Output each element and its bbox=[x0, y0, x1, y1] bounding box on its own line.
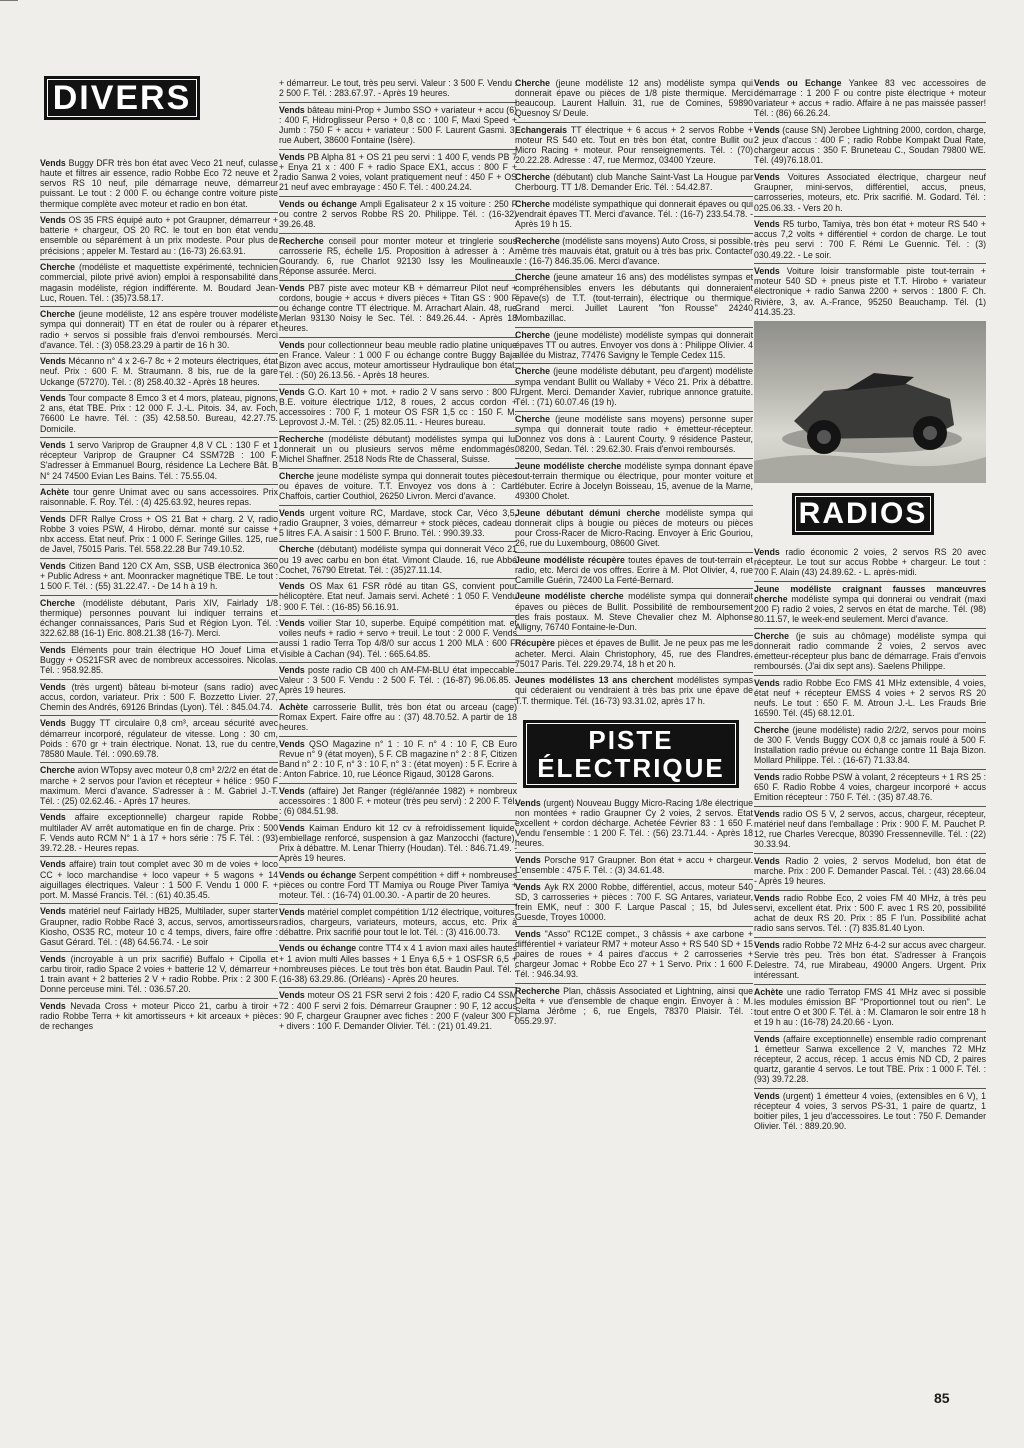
ad-text: (jeune amateur 16 ans) des modélistes sympas et compréhensibles envers les débutants qui donneraient épave(s) de T.T. (tout-terrain), électrique ou thermique. Grand merci. Juillet Laurent "fon Rousse" 24240 Mombazillac. bbox=[515, 272, 753, 324]
classified-ad bbox=[515, 926, 753, 980]
ad-text: conseil pour monter moteur et tringlerie sous carrosserie R5, échelle 1/5. Proposition à adresser à : A. Gourandy. 6, rue Charlot 92130 Issy les Moulineaux. Réponse assurée. Merci. bbox=[279, 235, 517, 277]
classified-ad bbox=[40, 903, 278, 947]
ad-lead: Vends bbox=[40, 953, 71, 964]
ad-lead: Vends bbox=[40, 718, 71, 729]
ad-text: Buggy DFR très bon état avec Veco 21 neuf, culasse haute et filtres air essence, radio Robbe Eco 72 neuve et 2 servos RS 10 neuf, pile démarrage neuve, démarreur puissant. Le tout : 2 000 F. ou échange contre voiture piste thermique complète avec moteur et radio en bon état. bbox=[40, 158, 278, 209]
ad-text: modéliste sympa qui donnerait épaves ou pièces de Bullit. Possibilité de remboursement des frais postaux. M. Steve Chevalier chez M. Alphonse Alligny, 76740 Fontaine-le-Dun. bbox=[515, 591, 753, 632]
classified-ad bbox=[754, 984, 986, 1028]
classified-ad bbox=[40, 353, 278, 386]
column-3 bbox=[515, 76, 753, 1030]
ad-text: PB7 piste avec moteur KB + démarreur Pilot neuf + cordons, bougie + accus + divers pièces + Titan GS : 900 F ou échange contre TT électrique. M. Arrachart Alain. 48, rue Merlan 93130 Noisy le Sec. Tél. : 849.26.44. - Après 18 heures. bbox=[279, 282, 517, 334]
ad-text: Voitures Associated électrique, chargeur neuf Graupner, mini-servos, différentiel, accus, pneus, carrosseries, moteurs, etc. Prix sacrifié. M. Godard. Tél. : 025.06.33. - Vers 20 h. bbox=[754, 172, 986, 213]
ad-lead: Vends bbox=[279, 581, 310, 592]
section-title-piste-electrique bbox=[523, 720, 739, 788]
ad-lead: Vends bbox=[40, 1000, 71, 1011]
classified-ad bbox=[40, 558, 278, 591]
ad-lead: Vends bbox=[754, 219, 783, 230]
classified-ad bbox=[40, 390, 278, 434]
classified-ad bbox=[279, 699, 517, 732]
ad-lead: Vends bbox=[279, 906, 308, 917]
ad-text: Eléments pour train électrique HO Jouef Lima et Buggy + OS21FSR avec de nombreux accessoires. Nicolas. Tél. : 958.92.85. bbox=[40, 644, 278, 676]
classified-ad bbox=[279, 662, 517, 695]
ad-lead: Vends bbox=[279, 785, 309, 796]
classified-ad bbox=[40, 595, 278, 639]
section-title-line: PISTE bbox=[588, 724, 674, 755]
classified-ad bbox=[515, 588, 753, 632]
classified-ad bbox=[754, 890, 986, 934]
classified-ad bbox=[40, 259, 278, 303]
ad-lead: Vends bbox=[40, 644, 72, 655]
classified-ad bbox=[515, 458, 753, 502]
classified-ad bbox=[515, 672, 753, 705]
classified-ad bbox=[515, 505, 753, 549]
ad-lead: Vends bbox=[279, 665, 309, 676]
classified-ad bbox=[279, 337, 517, 381]
classified-ad bbox=[515, 796, 753, 849]
classified-ad bbox=[40, 212, 278, 256]
ad-text: (urgent) Nouveau Buggy Micro-Racing 1/8e électrique non montées + radio Graupner Cy 2 voies, 2 servos. Etat excellent + cordon décharge. Achetée Février 83 : 1 650 F. Vendu l'ensemble : 1 200 F. Tél. : (56) 23.71.44. - Après 18 heures. bbox=[515, 797, 753, 849]
ad-lead: Vends bbox=[40, 513, 70, 524]
ad-lead: Cherche bbox=[515, 198, 553, 209]
ad-text: Radio 2 voies, 2 servos Modelud, bon état de marche. Prix : 200 F. Demander Pascal. Tél. : (43) 28.66.04 - Après 19 heures. bbox=[754, 855, 986, 886]
classified-ad bbox=[754, 122, 986, 166]
classified-ad bbox=[515, 169, 753, 192]
classified-ad bbox=[40, 511, 278, 555]
ad-text: Mécanno n° 4 x 2-6-7 8c + 2 moteurs électriques, état neuf. Prix : 600 F. M. Straumann. 8 bis, rue de la gare Uckange (57270). Tél. : (8) 258.40.32 - Après 18 heures. bbox=[40, 356, 278, 387]
ad-text: (jeune modéliste) radio 2/2/2, servos pour moins de 300 F. Vends Buggy COX 0,8 cc jamais roulé à 500 F. Installation radio prévue ou échange contre 11 Baja Bizon. Mollard Philippe. Tél. : (16-67) 71.33.84. bbox=[754, 724, 986, 766]
ad-text: "Asso" RC12E compet., 3 châssis + axe carbone + différentiel + variateur RM7 + moteur Asso + RS 540 SD + 15 paires de roues + 4 paires d'accus + 2 carrosseries + chargeur Jomac + Robbe Eco 27 + 1 Servo. Prix : 1 600 F. Tél. : 946.34.93. bbox=[515, 928, 753, 980]
classified-ad bbox=[279, 76, 517, 98]
ad-lead: Vends bbox=[40, 356, 69, 367]
ad-lead: Cherche bbox=[754, 630, 796, 641]
classified-ad bbox=[754, 545, 986, 577]
classified-ad bbox=[279, 820, 517, 864]
ad-lead: Vends bbox=[40, 859, 70, 870]
ad-text: Kaiman Enduro kit 12 cv à refroidissement liquide, embiellage renforcé, suspension à gaz Manzocchi (facture). Prix à débattre. M. Lenar Thierry (Houdan). Tél. : 846.71.49. - Après 19 heures. bbox=[279, 822, 517, 864]
ads-list bbox=[279, 76, 517, 1031]
classified-ad bbox=[279, 280, 517, 334]
classified-ad bbox=[40, 809, 278, 853]
ad-text: (urgent) 1 émetteur 4 voies, (extensibles en 6 V), 1 récepteur 4 voies, 3 servos PS-31, 1 paire de quartz, 1 boitier piles, 1 jeu d'accessoires. Le tout : 750 F. Demander Olivier. Tél. : 889.20.90. bbox=[754, 1090, 986, 1132]
classified-ad bbox=[754, 806, 986, 850]
ad-text: moteur OS 21 FSR servi 2 fois : 420 F, radio C4 SSM 72 : 400 F servi 2 fois. Démarreur Graupner : 90 F, 12 accus : 90 F, chargeur Graupner avec fiches : 200 F (valeur 300 F) + divers : 100 F. Demander Olivier. Tél. : (21) 01.49.21. bbox=[279, 990, 517, 1031]
classified-ad bbox=[279, 867, 517, 900]
ad-lead: Vends bbox=[515, 854, 545, 865]
ad-text: Ayk RX 2000 Robbe, différentiel, accus, moteur 540 SD, 3 carrosseries + pièces : 700 F. SG Antares, variateur, frein EMK, neuf : 300 F. Larque Pascal ; 15, bd Jules Guesde, Troyes 10000. bbox=[515, 881, 753, 923]
ad-lead: Vends bbox=[754, 808, 783, 819]
classified-ad bbox=[754, 1088, 986, 1132]
ad-text: (jeune modéliste, 12 ans espère trouver modéliste sympa qui donnerait) TT en état de rouler ou à réparer et radio + servos si possible frais d'envoi remboursés. Merci d'avance. Tél. : (3) 058.23.29 à partir de 16 h 30. bbox=[40, 309, 278, 350]
classified-ad bbox=[754, 76, 986, 119]
ad-lead: Vends ou échange bbox=[279, 198, 360, 209]
classified-ad bbox=[515, 196, 753, 229]
classified-ad bbox=[279, 102, 517, 146]
ad-lead: Vends bbox=[279, 386, 309, 397]
column-4 bbox=[754, 76, 986, 1135]
ad-text: DFR Rallye Cross + OS 21 Bat + charg. 2 V, radio Robbe 3 voies PSW, 4 Hirobo, démar. monté sur caisse + nbx access. Etat neuf. Prix : 1 000 F. Seringe Gilles. 125, rue de Javel, 75015 Paris. Tél. 558.22.28 Bur 749.10.52. bbox=[40, 513, 278, 555]
ad-lead: Vends bbox=[40, 906, 69, 917]
classified-ad bbox=[515, 122, 753, 166]
classified-ad bbox=[40, 484, 278, 507]
column-1 bbox=[40, 76, 278, 1034]
ad-text: contre TT4 x 4 1 avion maxi ailes hautes + 1 avion multi Ailes basses + 1 Enya 6,5 + 1 OSFSR 6,5 + nombreuses pièces. Le tout très bon état. Baudin Paul. Tél. : (16-38) 63.29.86. (Orléans) - Après 20 heures. bbox=[279, 943, 517, 984]
ad-text: Buggy TT circulaire 0,8 cm³, arceau sécurité avec démarreur incorporé, régulateur de vitesse. Long : 30 cm, Poids : 670 gr + train électrique. Nonat. 13, rue du centre, 78580 Maule. Tél. : 090.69.78. bbox=[40, 718, 278, 759]
ad-lead: Cherche bbox=[40, 597, 83, 608]
ad-text: G.O. Kart 10 + mot. + radio 2 V sans servo : 800 F. B.E. voiture électrique 1/12, 8 roues, 2 accus cordon + accessoires : 700 F, 1 moteur OS FSR 1,5 cc : 150 F. M. Leprovost J.-M. Tél. : (25) 82.05.11. - Heures bureau. bbox=[279, 386, 517, 428]
ad-lead: Jeunes modélistes 13 ans cherchent bbox=[515, 675, 678, 686]
classified-ad bbox=[279, 233, 517, 277]
ad-text: modéliste sympa qui donnerai ou vendrait (maxi 200 F) radio 2 voies, 2 servos en état de marche. Tél. (98) 80.11.57, le week-end seulement. Merci d'avance. bbox=[754, 593, 986, 625]
classified-ad bbox=[279, 196, 517, 229]
classified-ad bbox=[279, 578, 517, 611]
ad-lead: Vends bbox=[279, 282, 309, 293]
ad-text: (modéliste débutant, Paris XIV, Fairlady 1/8 thermique) personnes pouvant lui indiquer terrains et échanger connaissances, Paris Sud et Région Lyon. Tél. : 322.62.88 (16-1) Eric. 808.21.38 (16-7). Merci. bbox=[40, 597, 278, 639]
classified-ad bbox=[40, 306, 278, 350]
classified-ad bbox=[515, 411, 753, 455]
ad-lead: Vends bbox=[279, 990, 308, 1001]
ad-text: + démarreur. Le tout, très peu servi. Valeur : 3 500 F. Vendu : 2 500 F. Tél. : 283.67.97. - Après 19 heures. bbox=[279, 78, 517, 99]
classified-ad bbox=[279, 541, 517, 574]
ad-text: radio économic 2 voies, 2 servos RS 20 avec récepteur. Le tout sur accus Robbe + chargeur. Le tout : 700 F. Alain (43) 24.89.62. - L. après-midi. bbox=[754, 546, 986, 578]
ad-lead: Cherche bbox=[515, 366, 554, 377]
ad-text: modéliste sympa qui donnerait clips à bougie ou pièces de moteurs ou pièces pour Cross-Racer de Micro-Racing. Envoyer à Eric Gouriou, 26, rue du Luxembourg, 08600 Givet. bbox=[515, 507, 753, 548]
ad-text: (modéliste et maquettiste expérimenté, technicien commercial, pilote privé avion) emploi à responsabilité dans magasin modéliste, région indifférente. M. Boudard Jean-Luc, Rouen. Tél. : (35)73.58.17. bbox=[40, 262, 278, 303]
ad-text: QSO Magazine n° 1 : 10 F. n° 4 : 10 F, CB Euro Revue n° 9 (état moyen), 5 F. CB magazine n° 2 : 8 F, Citizen Band n° 2 : 10 F, n° 3 : 10 F, n° 3 : (état moyen) : 5 F. Ecrire à : Anton Fabrice. 10, rue Léonce Rigaud, 30128 Garons. bbox=[279, 738, 517, 780]
ad-lead: Vends bbox=[40, 393, 69, 404]
ad-lead: Vends ou échange bbox=[279, 943, 359, 954]
classified-ad bbox=[515, 363, 753, 407]
ad-lead: Vends bbox=[754, 172, 788, 183]
classified-ad bbox=[515, 879, 753, 923]
classified-ad bbox=[754, 263, 986, 317]
ad-lead: Vends bbox=[279, 618, 309, 629]
ad-lead: Vends bbox=[754, 266, 787, 277]
ad-text: (débutant) modéliste sympa qui donnerait Véco 21 ou 19 avec carbu en bon état. Vimont Claude. 16, rue Abbé Cochet, 76790 Etretat. Tél. : (35)27.11.14. bbox=[279, 544, 517, 575]
ad-text: OS 35 FRS équipé auto + pot Graupner, démarreur + batterie + chargeur, OS 20 RC. le tout en bon état vendu ensemble ou séparément à un prix modeste. Pour plus de précisions ; appeler M. Testard au : (16-73) 26.63.91. bbox=[40, 215, 278, 256]
classified-ad bbox=[515, 327, 753, 360]
ad-lead: Vends bbox=[279, 507, 310, 518]
ad-lead: Vends bbox=[754, 892, 784, 903]
classified-ad bbox=[279, 468, 517, 501]
classified-ad bbox=[279, 615, 517, 659]
ad-lead: Cherche bbox=[515, 172, 554, 183]
classified-ad bbox=[754, 581, 986, 625]
ad-lead: Vends bbox=[754, 677, 784, 688]
ad-lead: Recherche bbox=[515, 985, 564, 996]
classified-ad bbox=[40, 856, 278, 900]
classified-ad bbox=[40, 998, 278, 1031]
ad-lead: Cherche bbox=[40, 262, 80, 273]
ad-text: (modéliste débutant) modélistes sympa qui lui donnerait un ou plusieurs servos même endommagés. Michel Shaffner. 2518 Nods Rte de Chasseral, Suisse. bbox=[279, 433, 517, 465]
classified-ad bbox=[40, 951, 278, 995]
ad-lead: Echangerais bbox=[515, 125, 571, 136]
ad-text: (jeune modéliste) modéliste sympas qui donnerait épaves TT ou autres. Envoyer vos dons à : Philippe Olivier. 4 allée du Mistraz, 77476 Savigny le Temple Cedex 115. bbox=[515, 329, 753, 360]
ad-lead: Jeune débutant démuni cherche bbox=[515, 507, 667, 518]
ad-lead: Achète bbox=[40, 487, 74, 498]
ad-lead: Cherche bbox=[515, 329, 554, 340]
ad-text: urgent voiture RC, Mardave, stock Car, Véco 3,5, radio Graupner, 3 voies, démarreur + stock pièces, cadeau : 5 litres F.A. A saisir : 1 500 F. Bruno. Tél. : 990.39.33. bbox=[279, 507, 517, 538]
ad-text: modéliste sympa donnant épave tout-terrain thermique ou électrique, pour monter voiture et débuter. Ecrire à Jocelyn Boisseau, 15, avenue de la Marne, 49300 Cholet. bbox=[515, 460, 753, 501]
ad-lead: Cherche bbox=[40, 309, 79, 320]
ad-text: (affaire) Jet Ranger (réglé/année 1982) + nombreux accessoires : 1 800 F. + moteur (très peu servi) : 2 200 F. Tél. : (6) 084.51.98. bbox=[279, 785, 517, 817]
ads-list bbox=[754, 76, 986, 1131]
classified-ad bbox=[279, 505, 517, 538]
section-title-line: ÉLECTRIQUE bbox=[537, 752, 725, 783]
classified-ad bbox=[40, 642, 278, 675]
ad-lead: Vends bbox=[754, 1033, 784, 1044]
classified-ad bbox=[515, 269, 753, 323]
ad-text: radio Robbe Eco, 2 voies FM 40 MHz, à très peu servi, excellent état. Prix : 500 F. avec 1 RS 20, possibilité achat de deux RS 20. Prix : 85 F l'un. Possibilité achat radio sans servos. Tél. : (7) 835.81.40 Lyon. bbox=[754, 892, 986, 933]
ad-text: PB Alpha 81 + OS 21 peu servi : 1 400 F, vends PB 7 + Enya 21 x : 400 F + radio Space EX1, accus : 800 F + radio Sanwa 2 voies, volant pratiquement neuf : 450 F + OS 21 neuf avec embrayage : 450 F. Tél. : 400.24.24. bbox=[279, 151, 517, 193]
ad-lead: Vends bbox=[279, 738, 310, 749]
ad-text: R5 turbo, Tamiya, très bon état + moteur RS 540 + accus 7,2 volts + différentiel + cordon de charge. Le tout très peu servi : 700 F. Rémi Le Guennic. Tél. : (3) 030.49.22. - Le soir. bbox=[754, 219, 986, 260]
ad-lead: Cherche bbox=[515, 413, 556, 424]
ad-lead: Vends bbox=[754, 546, 786, 557]
ad-lead: Vends ou échange bbox=[279, 869, 359, 880]
classified-ad bbox=[754, 853, 986, 886]
ad-lead: Recherche bbox=[515, 235, 563, 246]
ad-text: Nevada Cross + moteur Picco 21, carbu à tiroir + radio Robbe Terra + kit amortisseurs + kit arceaux + pièces de rechanges bbox=[40, 1000, 278, 1031]
ad-lead: Cherche bbox=[515, 78, 556, 88]
classified-ad bbox=[279, 904, 517, 937]
ad-lead: Recherche bbox=[279, 235, 329, 246]
ad-lead: Vends bbox=[279, 339, 308, 350]
classified-ad bbox=[40, 715, 278, 759]
ad-text: Serpent compétition + diff + nombreuses pièces ou contre Ford TT Mamiya ou Rouge Piver Tamiya + moteur. Tél. : (16-74) 01.00.30. - A partir de 20 heures. bbox=[279, 869, 517, 901]
ad-lead: Vends bbox=[279, 151, 308, 162]
ad-text: poste radio CB 400 ch AM-FM-BLU état impeccable. Valeur : 3 500 F. Vendu : 2 500 F. Tél. : (16-87) 96.06.85. - Après 19 heures. bbox=[279, 665, 517, 696]
ads-list bbox=[515, 76, 753, 1026]
ad-lead: Jeune modéliste craignant fausses manœuvres cherche bbox=[754, 583, 986, 604]
ad-lead: Vends bbox=[40, 215, 69, 226]
classified-ad bbox=[754, 1031, 986, 1085]
classified-ad bbox=[279, 783, 517, 816]
classified-ad bbox=[515, 635, 753, 668]
ad-lead: Cherche bbox=[754, 724, 793, 735]
ad-text: (modéliste sans moyens) Auto Cross, si possible, même très mauvais état, gratuit ou à très bas prix. Contacter le : (16-7) 846.35.06. Merci d'avance. bbox=[515, 235, 753, 266]
classified-ad bbox=[754, 722, 986, 766]
ad-text: tour genre Unimat avec ou sans accessoires. Prix raisonnable. F. Roy. Tél. : (4) 425.63.92, heures repas. bbox=[40, 487, 279, 508]
ad-lead: Vends bbox=[515, 881, 545, 892]
ad-lead: Cherche bbox=[279, 544, 318, 555]
page-number: 85 bbox=[934, 1390, 950, 1406]
ad-lead: Vends bbox=[754, 939, 783, 950]
ad-lead: Vends bbox=[40, 812, 75, 823]
ad-lead: Vends bbox=[40, 158, 69, 168]
classified-ad bbox=[279, 384, 517, 428]
ad-lead: Vends bbox=[754, 855, 786, 866]
ad-text: radio Robbe 72 MHz 6-4-2 sur accus avec chargeur. Servie très peu. Très bon état. S'adresser à François Delestre. 74, rue Mirabeau, 49000 Angers. Urgent. Prix intéressant. bbox=[754, 939, 986, 980]
ad-text: une radio Terratop FMS 41 MHz avec si possible les modules émission BF "Proportionnel tout ou rien". Le tout entre O et 300 F. Tél. à : M. Clamaron le soir entre 18 h et 19 h au : (16-78) 24.20.66 - Lyon. bbox=[754, 986, 987, 1027]
ad-text: (jeune modéliste débutant, peu d'argent) modéliste sympa vendant Bullit ou Wallaby + Véco 21. Prix à débattre. Urgent. Merci. Demander Xavier, rubrique annonce gratuite. Tél. : (71) 60.07.46 (19 h). bbox=[515, 366, 753, 407]
ad-lead: Vends bbox=[754, 771, 783, 782]
section-title-radios: RADIOS bbox=[792, 493, 934, 535]
ad-text: avion WTopsy avec moteur 0,8 cm³ 2/2/2 en état de marche + 2 servos pour l'avion et récepteur + hélice : 950 F maximum. Merci d'avance. S'adresser à : M. Gabriel J.-T. Tél. : (25) 02.62.46. - Après 17 heures. bbox=[40, 765, 278, 806]
classified-ad bbox=[754, 628, 986, 672]
classified-ad bbox=[40, 437, 278, 481]
classified-ad bbox=[279, 940, 517, 984]
ads-list bbox=[40, 156, 278, 1031]
ad-text: pièces et épaves de Bullit. Je ne peux pas me les acheter. Merci. Alain Christophory, 45, rue des Flandres, 75017 Paris. Tél. 229.29.74, 18 h et 20 h. bbox=[515, 638, 753, 669]
ad-lead: Vends bbox=[40, 560, 69, 571]
classified-ad bbox=[754, 937, 986, 981]
ad-lead: Jeune modéliste récupère bbox=[515, 554, 629, 565]
ad-text: bâteau mini-Prop + Jumbo SSO + variateur + accu (6) : 400 F, Hidroglisseur Perso + 0,8 cc : 100 F, Maxi Speed + Jumb : 750 F + accu + variateur : 500 F. Laurent Gasmi. 3, rue Aubert, 38600 Fontaine (Isère). bbox=[279, 104, 517, 146]
ad-text: Porsche 917 Graupner. Bon état + accu + chargeur. L'ensemble : 475 F. Tél. : (3) 34.61.48. bbox=[515, 854, 753, 876]
classified-ad bbox=[515, 852, 753, 875]
column-2 bbox=[279, 76, 517, 1034]
classified-ad bbox=[754, 675, 986, 719]
ad-text: modéliste sympathique qui donnerait épaves ou qui vendrait épaves TT. Merci d'avance. Tél. : (16-7) 233.54.78. - Après 19 h 15. bbox=[515, 198, 753, 230]
classified-ad bbox=[515, 552, 753, 585]
ad-lead: Vends bbox=[40, 440, 70, 451]
ad-text: voilier Star 10, superbe. Equipé compétition mat. et voiles neufs + radio + servo + treuil. Le tout : 2 000 F. Vends aussi 1 radio Terra Top 4/8/0 sur accus 1 200 MLA : 600 F. Visible à Cachan (94). Tél. : 665.64.85. bbox=[279, 618, 517, 659]
ad-text: Citizen Band 120 CX Am, SSB, USB électronica 360 + Public Adress + ant. Moonracker magnétique TBE. Le tout : 1 500 F. Tél. : (55) 31.22.47. - De 14 h à 19 h. bbox=[40, 560, 278, 592]
ad-lead: Recherche bbox=[279, 433, 329, 444]
ad-text: Yankee 83 vec accessoires de démarrage : 1 200 F ou contre piste électrique + moteur variateur + accus + radio. Affaire à ne pas maissée passer! Tél. : (86) 66.26.24. bbox=[754, 78, 986, 119]
rc-car-photo bbox=[754, 321, 986, 483]
ad-text: 1 servo Variprop de Graupner 4,8 V CL : 130 F et 1 récepteur Variprop de Graupner C4 SSM72B : 100 F. S'adresser à Emmanuel Bourg, résidence La Lechere Bât. B N° 24 74500 Evian Les Bains. Tél. : 75.55.04. bbox=[40, 440, 278, 481]
ad-lead: Jeune modéliste cherche bbox=[515, 591, 629, 602]
ad-lead: Vends bbox=[40, 681, 72, 692]
ad-text: radio Robbe PSW à volant, 2 récepteurs + 1 RS 25 : 650 F. Radio Robbe 4 voies, chargeur incorporé + accus Emition récepteur : 750 F. Tél. : (35) 87.48.76. bbox=[754, 771, 987, 803]
classified-ad bbox=[754, 769, 986, 802]
ad-text: Voiture loisir transformable piste tout-terrain + moteur 540 SD + pneus piste et T.T. Hirobo + variateur électronique + radio Sanwa 2200 + servos : 1800 F. Ch. Rivière, 3, av. A.-France, 95250 Beauchamp. Tél. (1) 414.35.23. bbox=[754, 266, 986, 317]
classified-ad bbox=[279, 736, 517, 780]
ad-lead: Récupère bbox=[515, 638, 558, 649]
classified-ad bbox=[515, 233, 753, 266]
ad-text: (je suis au chômage) modéliste sympa qui donnerait radio commande 2 voies, 2 servos avec émetteur-récepteur plus banc de démarrage. Frais d'envois remboursés. (J'ai dix sept ans). Saelens Philippe. bbox=[754, 630, 986, 672]
classified-ad bbox=[279, 149, 517, 193]
ad-text: jeune modéliste sympa qui donnerait toutes pièces ou épaves de voiture. T.T. Envoyez vos dons à : Carl Chaffois, cartier Couthiol, 26250 Livron. Merci d'avance. bbox=[279, 470, 517, 501]
ad-text: toutes épaves de tout-terrain et radio, etc. Merci de vos offres. Ecrire à M. Plot Olivier, 4, rue Camille Guérin, 72400 La Ferté-Bernard. bbox=[515, 554, 753, 585]
ad-text: Ampli Egalisateur 2 x 15 voiture : 250 F ou contre 2 servos Robbe RS 20. Philippe. Tél. : (16-32) 39.26.48. bbox=[279, 198, 517, 230]
ad-text: modélistes sympas qui céderaient ou vendraient à très bas prix une épave de T.T. thermique. Tél. (16-73) 93.31.02, après 17 h. bbox=[515, 675, 753, 706]
ad-lead: Vends bbox=[279, 822, 310, 833]
ad-text: TT électrique + 6 accus + 2 servos Robbe + moteur RS 540 etc. Tout en très bon état, contre Bullit ou Micro Racing + moteur. Pour renseignements. Tél. : (70) 20.22.28. Adresse : 47, rue Mermoz, 03400 Yzeure. bbox=[515, 125, 753, 166]
ad-text: (jeune modéliste 12 ans) modéliste sympa qui donnerait épave ou pièces de 1/8 piste thermique. Merci beaucoup. Laurent Halluin. 31, rue de Comines, 59890 Quesnoy S/ Deule. bbox=[515, 78, 753, 119]
ad-lead: Vends bbox=[754, 125, 783, 136]
ad-text: affaire exceptionnelle) chargeur rapide Robbe multilader AV arrêt automatique en fin de charge. Prix : 500 F. Vends auto RCM N° 1 à 17 + hors série : 75 F. Tél. : (93) 39.72.28. - Heures repas. bbox=[40, 812, 278, 853]
ad-text: (incroyable à un prix sacrifié) Buffalo + Cipolla et carbu tiroir, radio Space 2 voies + batterie 12 V, démarreur + 1 train avant + 2 batteries 2 V + radio Robbe. Prix : 2 300 F. Donne perceuse mini. Tél. : 036.57.20. bbox=[40, 953, 278, 994]
ad-lead: Vends ou Echange bbox=[754, 78, 849, 88]
ad-text: (cause SN) Jerobee Lightning 2000, cordon, charge, 2 jeux d'accus : 400 F ; radio Robbe Kompakt Dual Rate, chargeur accus : 350 F. Bruneteau C., Soudan 79800 WE. Tél. (49)76.18.01. bbox=[754, 125, 986, 166]
ad-text: (débutant) club Manche Saint-Vast La Hougue par Cherbourg. TT 1/8. Demander Eric. Tél. : 54.42.87. bbox=[515, 172, 753, 193]
ad-lead: Cherche bbox=[515, 272, 554, 283]
ad-text: Tour compacte 8 Emco 3 et 4 mors, plateau, pignons, 2 ans, état TBE. Prix : 12 000 F. J.-L. Pitois. 34, av. Foch, 76600 Le havre. Tél. : (35) 42.58.50. Bureau, 42.27.75. Domicile. bbox=[40, 393, 278, 434]
ad-text: affaire) train tout complet avec 30 m de voies + loco CC + loco marchandise + loco vapeur + 5 wagons + 14 aiguillages électriques. Valeur : 1 500 F. Vendu 1 000 F. + port. M. Massé Francis. Tél. : (61) 40.35.45. bbox=[40, 859, 278, 900]
ad-text: OS Max 61 FSR rôdé au titan GS, convient pour hélicoptère. Etat neuf. Jamais servi. Acheté : 1 050 F. Vendu : 900 F. Tél. : (16-85) 56.16.91. bbox=[279, 581, 517, 612]
classified-ad bbox=[40, 762, 278, 806]
ad-text: (très urgent) bâteau bi-moteur (sans radio) avec accus, cordon, variateur. Prix : 500 F. Bozzetto Livier. 27, Chemin des Andrés, 69126 Brindas (Lyon). Tél. : 845.04.74. bbox=[40, 681, 278, 712]
ad-text: (affaire exceptionnelle) ensemble radio comprenant 1 émetteur Sanwa excellence 2 V, manches 72 MHz récepteur, 2 accus, récep. 1 accus émis ND CD, 2 paires quartz, garantie 4 servos. Le tout TBE. Prix : 1 000 F. Tél. : (93) 39.72.28. bbox=[754, 1033, 986, 1085]
ad-text: carrosserie Bullit, très bon état ou arceau (cage) Romax Expert. Faire offre au : (37) 48.70.52. A partir de 18 heures. bbox=[279, 701, 517, 733]
ad-lead: Cherche bbox=[279, 470, 318, 481]
ad-text: Plan, châssis Associated et Lightning, ainsi que Delta + vue d'ensemble de chaque engin. Envoyer à : M. Slama Jérôme ; 6, rue Engels, 78370 Plaisir. Tél. : 055.29.97. bbox=[515, 985, 753, 1027]
ad-text: (jeune modéliste sans moyens) personne super sympa qui donnerait toute radio + émetteur-récepteur. Donnez vos dons à : Laurent Courty. 9 résidence Pasteur, 08200, Sedan. Tél. : 29.62.30. Frais d'envoi remboursés. bbox=[515, 413, 753, 454]
section-title-divers: DIVERS bbox=[44, 76, 200, 120]
ad-lead: Vends bbox=[279, 104, 308, 115]
ad-lead: Achète bbox=[754, 986, 787, 997]
classified-ad bbox=[754, 169, 986, 213]
page-corner-mark bbox=[0, 0, 18, 7]
ad-text: radio OS 5 V, 2 servos, accus, chargeur, récepteur, matériel neuf dans l'emballage : Prix : 900 F. M. Pauchet P. 12, rue Charles Verecque, 80390 Fressenneville. Tél. : (22) 30.33.94. bbox=[754, 808, 986, 850]
classified-ad bbox=[754, 216, 986, 260]
ad-lead: Cherche bbox=[40, 765, 78, 776]
ad-lead: Vends bbox=[515, 797, 544, 808]
classified-ad bbox=[279, 431, 517, 464]
ad-text: matériel neuf Fairlady HB25, Multilader, super starter Graupner, radio Robbe Racé 3, accus, servos, amortisseurs Kiosho, OS35 RC, moteur 10 c 4 temps, divers, faire offre : Gasut Gérard. Tél. : (48) 64.56.74. - Le soir bbox=[40, 906, 278, 947]
classified-ad bbox=[40, 679, 278, 712]
classified-ad bbox=[515, 76, 753, 119]
classified-ad bbox=[515, 983, 753, 1027]
ad-text: pour collectionneur beau meuble radio platine unique en France. Valeur : 1 000 F ou échange contre Buggy Baja Bizon avec accus, moteur amortisseur Hydraulique bon état. Tél. : (50) 26.13.56. - Après 18 heures. bbox=[279, 339, 517, 381]
ad-lead: Vends bbox=[754, 1090, 783, 1101]
ad-text: radio Robbe Eco FMS 41 MHz extensible, 4 voies, état neuf + récepteur EMSS 4 voies + 2 servos RS 20 neufs. Le tout : 650 F. M. Atroun J.-L. Les Frauds Brie 16590. Tél. (45) 68.12.01. bbox=[754, 677, 986, 719]
classified-ad bbox=[40, 156, 278, 209]
ad-lead: Vends bbox=[515, 928, 545, 939]
ad-text: matériel complet compétition 1/12 électrique, voitures, radios, chargeurs, variateurs, moteurs, accus, etc. Prix à débattre. Prix sacrifié pour tout le lot. Tél. : (3) 416.00.73. bbox=[279, 906, 517, 937]
ad-lead: Jeune modéliste cherche bbox=[515, 460, 625, 471]
ad-lead: Achète bbox=[279, 701, 314, 712]
classified-ad bbox=[279, 987, 517, 1031]
